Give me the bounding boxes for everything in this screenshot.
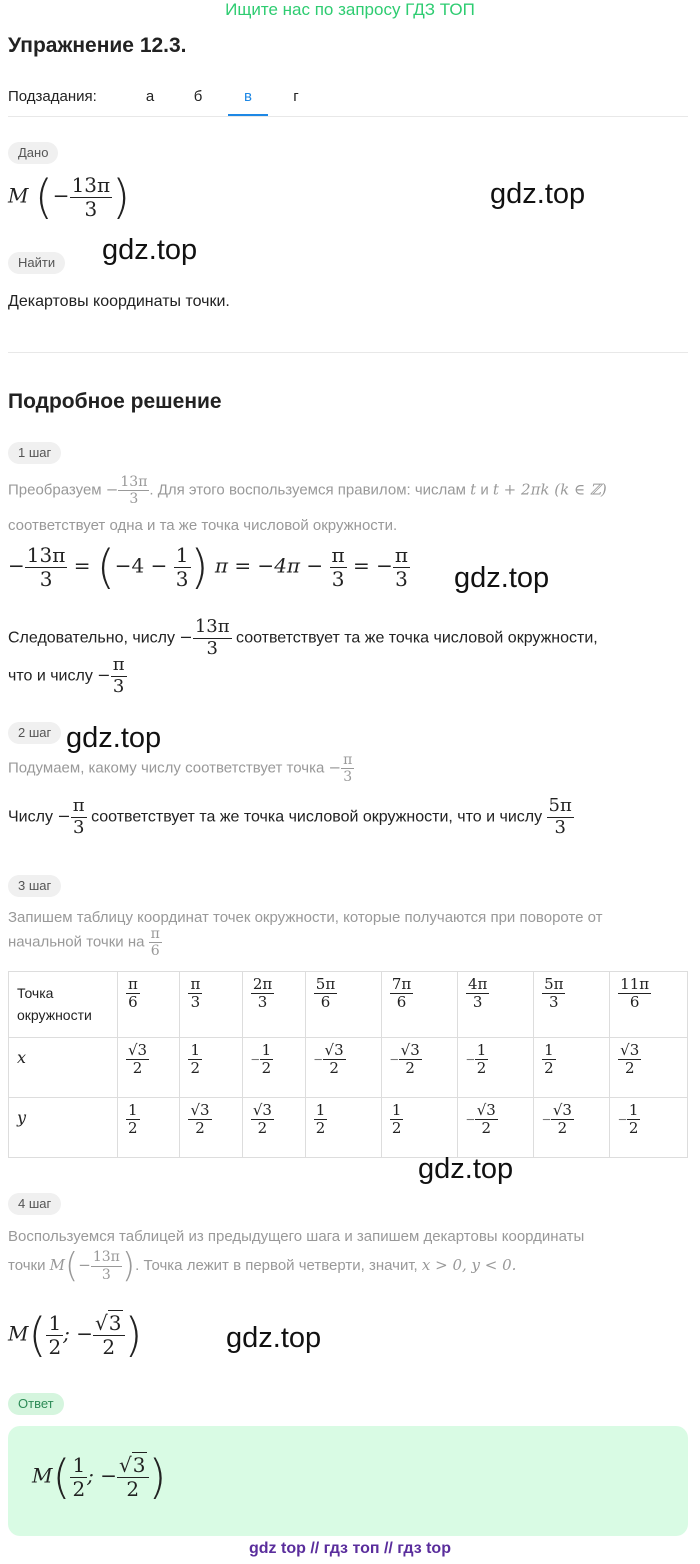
x-cell [610, 1038, 688, 1098]
watermark: gdz.top [454, 562, 550, 594]
step4-text-c: . Точка лежит в первой четверти, значит, [135, 1256, 418, 1274]
angle-cell [242, 972, 305, 1038]
angle-cell [305, 972, 381, 1038]
fraction: $\frac{√3}{2}$ [552, 1101, 572, 1138]
y-label: y [9, 1098, 118, 1158]
y-cell [242, 1098, 305, 1158]
fraction: $\frac{√3}{2}$ [400, 1041, 420, 1078]
fraction: $\frac{√3}{2}$ [620, 1041, 640, 1078]
step4-result: M( $\frac{1}{2}$ ; − $\frac{√3}{2}$ ) [8, 1308, 143, 1362]
step1-conclusion-2: что и числу − $\frac{\pi}{3}$ [8, 654, 125, 697]
fraction: $\frac{1}{2}$ [391, 1101, 402, 1138]
find-pill: Найти [8, 252, 65, 274]
fraction: $\frac{2\pi}{3}$ [252, 975, 273, 1012]
table-row [9, 1038, 688, 1098]
fraction: $\frac{√3}{2}$ [324, 1041, 344, 1078]
step4-text-a: Воспользуемся таблицей из предыдущего шага и запишем декартовы координаты [8, 1228, 585, 1245]
step1-conclusion: Следовательно, числу − $\frac{13\pi}{3}$ соответствует та же точка числовой окружности, [8, 616, 598, 659]
angle-cell [610, 972, 688, 1038]
given-fraction [70, 174, 113, 221]
var-t: t [470, 480, 477, 499]
fraction: $\frac{√3}{2}$ [476, 1101, 496, 1138]
fraction: $\frac{11\pi}{6}$ [620, 975, 650, 1012]
step4-cond: x > 0, y < 0. [421, 1255, 517, 1274]
step1-pill: 1 шаг [8, 442, 61, 464]
step1-text: Преобразуем − $\frac{13\pi}{3}$ . Для этого воспользуемся правилом: числам t и t + 2πk (k ∈ ℤ) [8, 474, 607, 508]
y-cell [118, 1098, 180, 1158]
conclusion-a: Следовательно, числу [8, 629, 175, 647]
angle-cell [381, 972, 457, 1038]
y-cell [305, 1098, 381, 1158]
fraction: $\frac{1}{2}$ [128, 1101, 138, 1138]
var-t2: t + 2πk (k ∈ ℤ) [492, 480, 607, 499]
conclusion-b: соответствует та же точка числовой окружности, [236, 629, 598, 647]
given-num: 13π [71, 172, 111, 197]
angle-cell [457, 972, 533, 1038]
conclusion-c: что и числу [8, 667, 93, 685]
fraction: $\frac{1}{2}$ [544, 1041, 554, 1078]
step1-equation: − $\frac{13\pi}{3}$ = (−4 − $\frac{1}{3}$ ) π = −4π − $\frac{\pi}{3}$ = − $\frac{\pi}{3}$ [8, 540, 409, 594]
x-cell [534, 1038, 610, 1098]
watermark: gdz.top [66, 722, 162, 754]
fraction: $\frac{1}{2}$ [476, 1041, 487, 1078]
fraction: $\frac{\pi}{3}$ [190, 975, 201, 1012]
footer-links[interactable]: gdz top // гдз топ // гдз top [249, 1540, 451, 1557]
answer-b: соответствует та же точка числовой окружности, что и числу [91, 808, 543, 826]
x-cell: − $\frac{1}{2}$ [242, 1038, 305, 1098]
watermark: gdz.top [418, 1153, 514, 1185]
step4-pill: 4 шаг [8, 1193, 61, 1215]
step4-line2: точки M(− $\frac{13\pi}{3}$ ). Точка лежит в первой четверти, значит, x > 0, y < 0. [8, 1246, 517, 1286]
step3-pill: 3 шаг [8, 875, 61, 897]
header-label: Точка окружности [9, 972, 118, 1038]
table-row [9, 972, 688, 1038]
step2-question: Подумаем, какому числу соответствует точка − $\frac{\pi}{3}$ [8, 752, 353, 786]
search-banner: Ищите нас по запросу ГДЗ ТОП [225, 0, 475, 19]
watermark: gdz.top [102, 234, 198, 266]
fraction: $\frac{1}{2}$ [628, 1101, 639, 1138]
fraction: $\frac{√3}{2}$ [252, 1101, 272, 1138]
fraction: $\frac{1}{2}$ [315, 1101, 326, 1138]
step3-text-b-wrap: начальной точки на $\frac{\pi}{6}$ [8, 926, 160, 960]
step2-answer: Числу − $\frac{\pi}{3}$ соответствует та же точка числовой окружности, что и числу $\frac{5\pi}{3}$ [8, 795, 572, 838]
step3-text-a: Запишем таблицу координат точек окружности, которые получаются при повороте от [8, 909, 603, 926]
fraction: $\frac{√3}{2}$ [128, 1041, 148, 1078]
step4-text-b: точки [8, 1256, 46, 1274]
tab-b[interactable]: б [193, 88, 203, 105]
answer-pill: Ответ [8, 1393, 64, 1415]
step1-text-b: . Для этого воспользуемся правилом: числам [149, 481, 466, 499]
tab-a[interactable]: а [145, 88, 155, 105]
x-cell [118, 1038, 180, 1098]
answer-formula: M( $\frac{1}{2}$ ; − $\frac{√3}{2}$ ) [32, 1450, 167, 1504]
fraction: $\frac{\pi}{6}$ [128, 975, 138, 1012]
find-text: Декартовы координаты точки. [8, 293, 230, 310]
solution-title: Подробное решение [8, 390, 222, 413]
fraction: $\frac{7\pi}{6}$ [391, 975, 412, 1012]
x-label: x [9, 1038, 118, 1098]
and-word: и [480, 481, 489, 499]
x-cell [180, 1038, 242, 1098]
angle-cell [118, 972, 180, 1038]
tab-v[interactable]: в [228, 88, 268, 116]
subtasks-label: Подзадания: [8, 88, 97, 105]
angle-cell [534, 972, 610, 1038]
question-text: Подумаем, какому числу соответствует точка [8, 759, 325, 777]
y-cell: − $\frac{1}{2}$ [610, 1098, 688, 1158]
y-cell [180, 1098, 242, 1158]
table-row [9, 1098, 688, 1158]
y-cell: − $\frac{√3}{2}$ [534, 1098, 610, 1158]
step3-text-b: начальной точки на [8, 933, 145, 951]
watermark: gdz.top [226, 1322, 322, 1354]
answer-a: Числу [8, 808, 53, 826]
fraction: $\frac{4\pi}{3}$ [467, 975, 488, 1012]
y-cell [381, 1098, 457, 1158]
given-den: 3 [84, 196, 98, 221]
given-pill: Дано [8, 142, 58, 164]
x-cell: − $\frac{√3}{2}$ [381, 1038, 457, 1098]
fraction: $\frac{√3}{2}$ [190, 1101, 210, 1138]
step1-text-a: Преобразуем [8, 481, 102, 499]
tab-g[interactable]: г [293, 88, 299, 105]
watermark: gdz.top [490, 178, 586, 210]
step2-pill: 2 шаг [8, 722, 61, 744]
fraction: $\frac{1}{2}$ [190, 1041, 200, 1078]
page-title: Упражнение 12.3. [8, 34, 187, 57]
angle-cell [180, 972, 242, 1038]
subtask-tabs [8, 86, 688, 117]
answer-box [8, 1426, 688, 1536]
point-letter: M [8, 183, 29, 208]
x-cell: − $\frac{1}{2}$ [457, 1038, 533, 1098]
fraction: $\frac{5\pi}{3}$ [544, 975, 564, 1012]
fraction: $\frac{5\pi}{6}$ [315, 975, 336, 1012]
coordinates-table [8, 971, 688, 1158]
x-cell: − $\frac{√3}{2}$ [305, 1038, 381, 1098]
given-formula: M (− $\frac{13\pi}{3}$ ) [8, 170, 131, 224]
step1-text-c: соответствует одна и та же точка числовой окружности. [8, 517, 398, 534]
y-cell: − $\frac{√3}{2}$ [457, 1098, 533, 1158]
fraction: $\frac{1}{2}$ [261, 1041, 272, 1078]
divider [8, 352, 688, 353]
